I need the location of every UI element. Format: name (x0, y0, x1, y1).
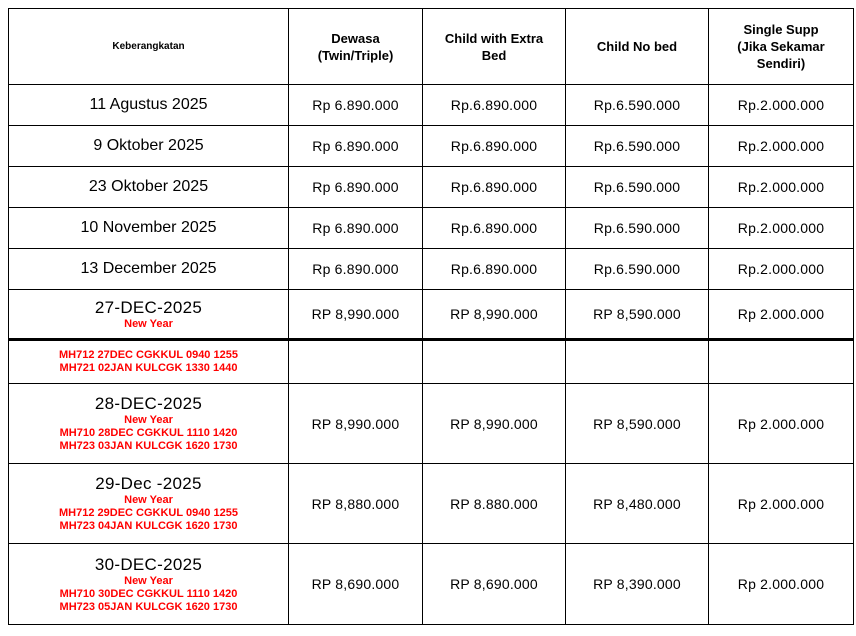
table-row (9, 167, 854, 208)
child-no-bed-price: RP 8,590.000 (566, 290, 709, 340)
empty-cell (289, 340, 423, 384)
flight-return: MH723 05JAN KULCGK 1620 1730 (59, 600, 238, 613)
new-year-note: New Year (124, 494, 173, 506)
table-row-dec29 (9, 464, 854, 544)
header-adult-line1: Dewasa (331, 30, 380, 46)
adult-price: Rp 6.890.000 (289, 208, 423, 249)
child-no-bed-price: Rp.6.590.000 (566, 167, 709, 208)
header-single-line1: Single Supp (743, 22, 819, 37)
flight-outbound: MH710 30DEC CGKKUL 1110 1420 (59, 587, 238, 600)
flight-outbound: MH712 29DEC CGKKUL 0940 1255 (59, 507, 238, 519)
child-extra-bed-price: Rp.6.890.000 (423, 85, 566, 126)
child-extra-bed-price: RP 8,990.000 (423, 290, 566, 340)
child-extra-bed-price: Rp.6.890.000 (423, 126, 566, 167)
table-row (9, 249, 854, 290)
adult-price: Rp 6.890.000 (289, 249, 423, 290)
empty-cell (423, 340, 566, 384)
price-table (8, 8, 854, 625)
child-no-bed-price: RP 8,480.000 (566, 464, 709, 544)
flight-outbound: MH710 28DEC CGKKUL 1110 1420 (59, 427, 238, 439)
single-supp-price: Rp 2.000.000 (709, 544, 854, 625)
new-year-note: New Year (124, 317, 173, 330)
table-row (9, 85, 854, 126)
child-extra-bed-price: RP 8,990.000 (423, 384, 566, 464)
header-single-line2: (Jika Sekamar (737, 39, 825, 54)
header-child-extra-bed (423, 9, 566, 85)
child-no-bed-price: Rp.6.590.000 (566, 249, 709, 290)
departure-date: 23 Oktober 2025 (9, 167, 289, 208)
table-row-dec27-flights (9, 340, 854, 384)
single-supp-price: Rp.2.000.000 (709, 208, 854, 249)
departure-cell (9, 384, 289, 464)
child-extra-bed-price: Rp.6.890.000 (423, 167, 566, 208)
empty-cell (709, 340, 854, 384)
child-no-bed-price: RP 8,390.000 (566, 544, 709, 625)
departure-cell (9, 464, 289, 544)
child-extra-bed-price: Rp.6.890.000 (423, 249, 566, 290)
adult-price: Rp 6.890.000 (289, 167, 423, 208)
header-single-line3: Sendiri) (756, 56, 806, 71)
departure-date: 29-Dec -2025 (95, 474, 202, 493)
departure-date: 10 November 2025 (9, 208, 289, 249)
departure-date: 27-DEC-2025 (94, 297, 203, 317)
departure-date: 11 Agustus 2025 (9, 85, 289, 126)
header-adult-line2: (Twin/Triple) (317, 47, 394, 63)
child-extra-bed-price: RP 8.880.000 (423, 464, 566, 544)
departure-cell (9, 290, 289, 340)
header-adult (289, 9, 423, 85)
header-child-extra-line1: Child with Extra (444, 30, 544, 46)
adult-price: RP 8,880.000 (289, 464, 423, 544)
table-row-dec27 (9, 290, 854, 340)
single-supp-price: Rp.2.000.000 (709, 85, 854, 126)
child-no-bed-price: Rp.6.590.000 (566, 126, 709, 167)
departure-date: 13 December 2025 (9, 249, 289, 290)
single-supp-price: Rp 2.000.000 (709, 290, 854, 340)
table-row-dec28 (9, 384, 854, 464)
child-extra-bed-price: Rp.6.890.000 (423, 208, 566, 249)
child-no-bed-price: RP 8,590.000 (566, 384, 709, 464)
table-row-dec30 (9, 544, 854, 625)
flight-cell (9, 340, 289, 384)
departure-cell (9, 544, 289, 625)
flight-outbound: MH712 27DEC CGKKUL 0940 1255 (59, 349, 238, 361)
single-supp-price: Rp 2.000.000 (709, 384, 854, 464)
single-supp-price: Rp 2.000.000 (709, 464, 854, 544)
single-supp-price: Rp.2.000.000 (709, 249, 854, 290)
adult-price: RP 8,990.000 (289, 384, 423, 464)
table-row (9, 208, 854, 249)
empty-cell (566, 340, 709, 384)
header-single-supp (709, 9, 854, 85)
table-row (9, 126, 854, 167)
flight-return: MH723 04JAN KULCGK 1620 1730 (59, 520, 238, 532)
flight-return: MH721 02JAN KULCGK 1330 1440 (59, 362, 238, 374)
adult-price: Rp 6.890.000 (289, 85, 423, 126)
header-row (9, 9, 854, 85)
single-supp-price: Rp.2.000.000 (709, 167, 854, 208)
departure-date: 9 Oktober 2025 (9, 126, 289, 167)
header-child-extra-line2: Bed (481, 47, 507, 63)
header-child-no-bed: Child No bed (566, 9, 709, 85)
departure-date: 28-DEC-2025 (94, 394, 203, 413)
adult-price: Rp 6.890.000 (289, 126, 423, 167)
adult-price: RP 8,990.000 (289, 290, 423, 340)
adult-price: RP 8,690.000 (289, 544, 423, 625)
child-no-bed-price: Rp.6.590.000 (566, 208, 709, 249)
child-no-bed-price: Rp.6.590.000 (566, 85, 709, 126)
flight-return: MH723 03JAN KULCGK 1620 1730 (59, 440, 238, 452)
child-extra-bed-price: RP 8,690.000 (423, 544, 566, 625)
single-supp-price: Rp.2.000.000 (709, 126, 854, 167)
departure-date: 30-DEC-2025 (94, 554, 203, 574)
new-year-note: New Year (124, 414, 173, 426)
new-year-note: New Year (124, 574, 173, 587)
header-departure: Keberangkatan (9, 9, 289, 85)
